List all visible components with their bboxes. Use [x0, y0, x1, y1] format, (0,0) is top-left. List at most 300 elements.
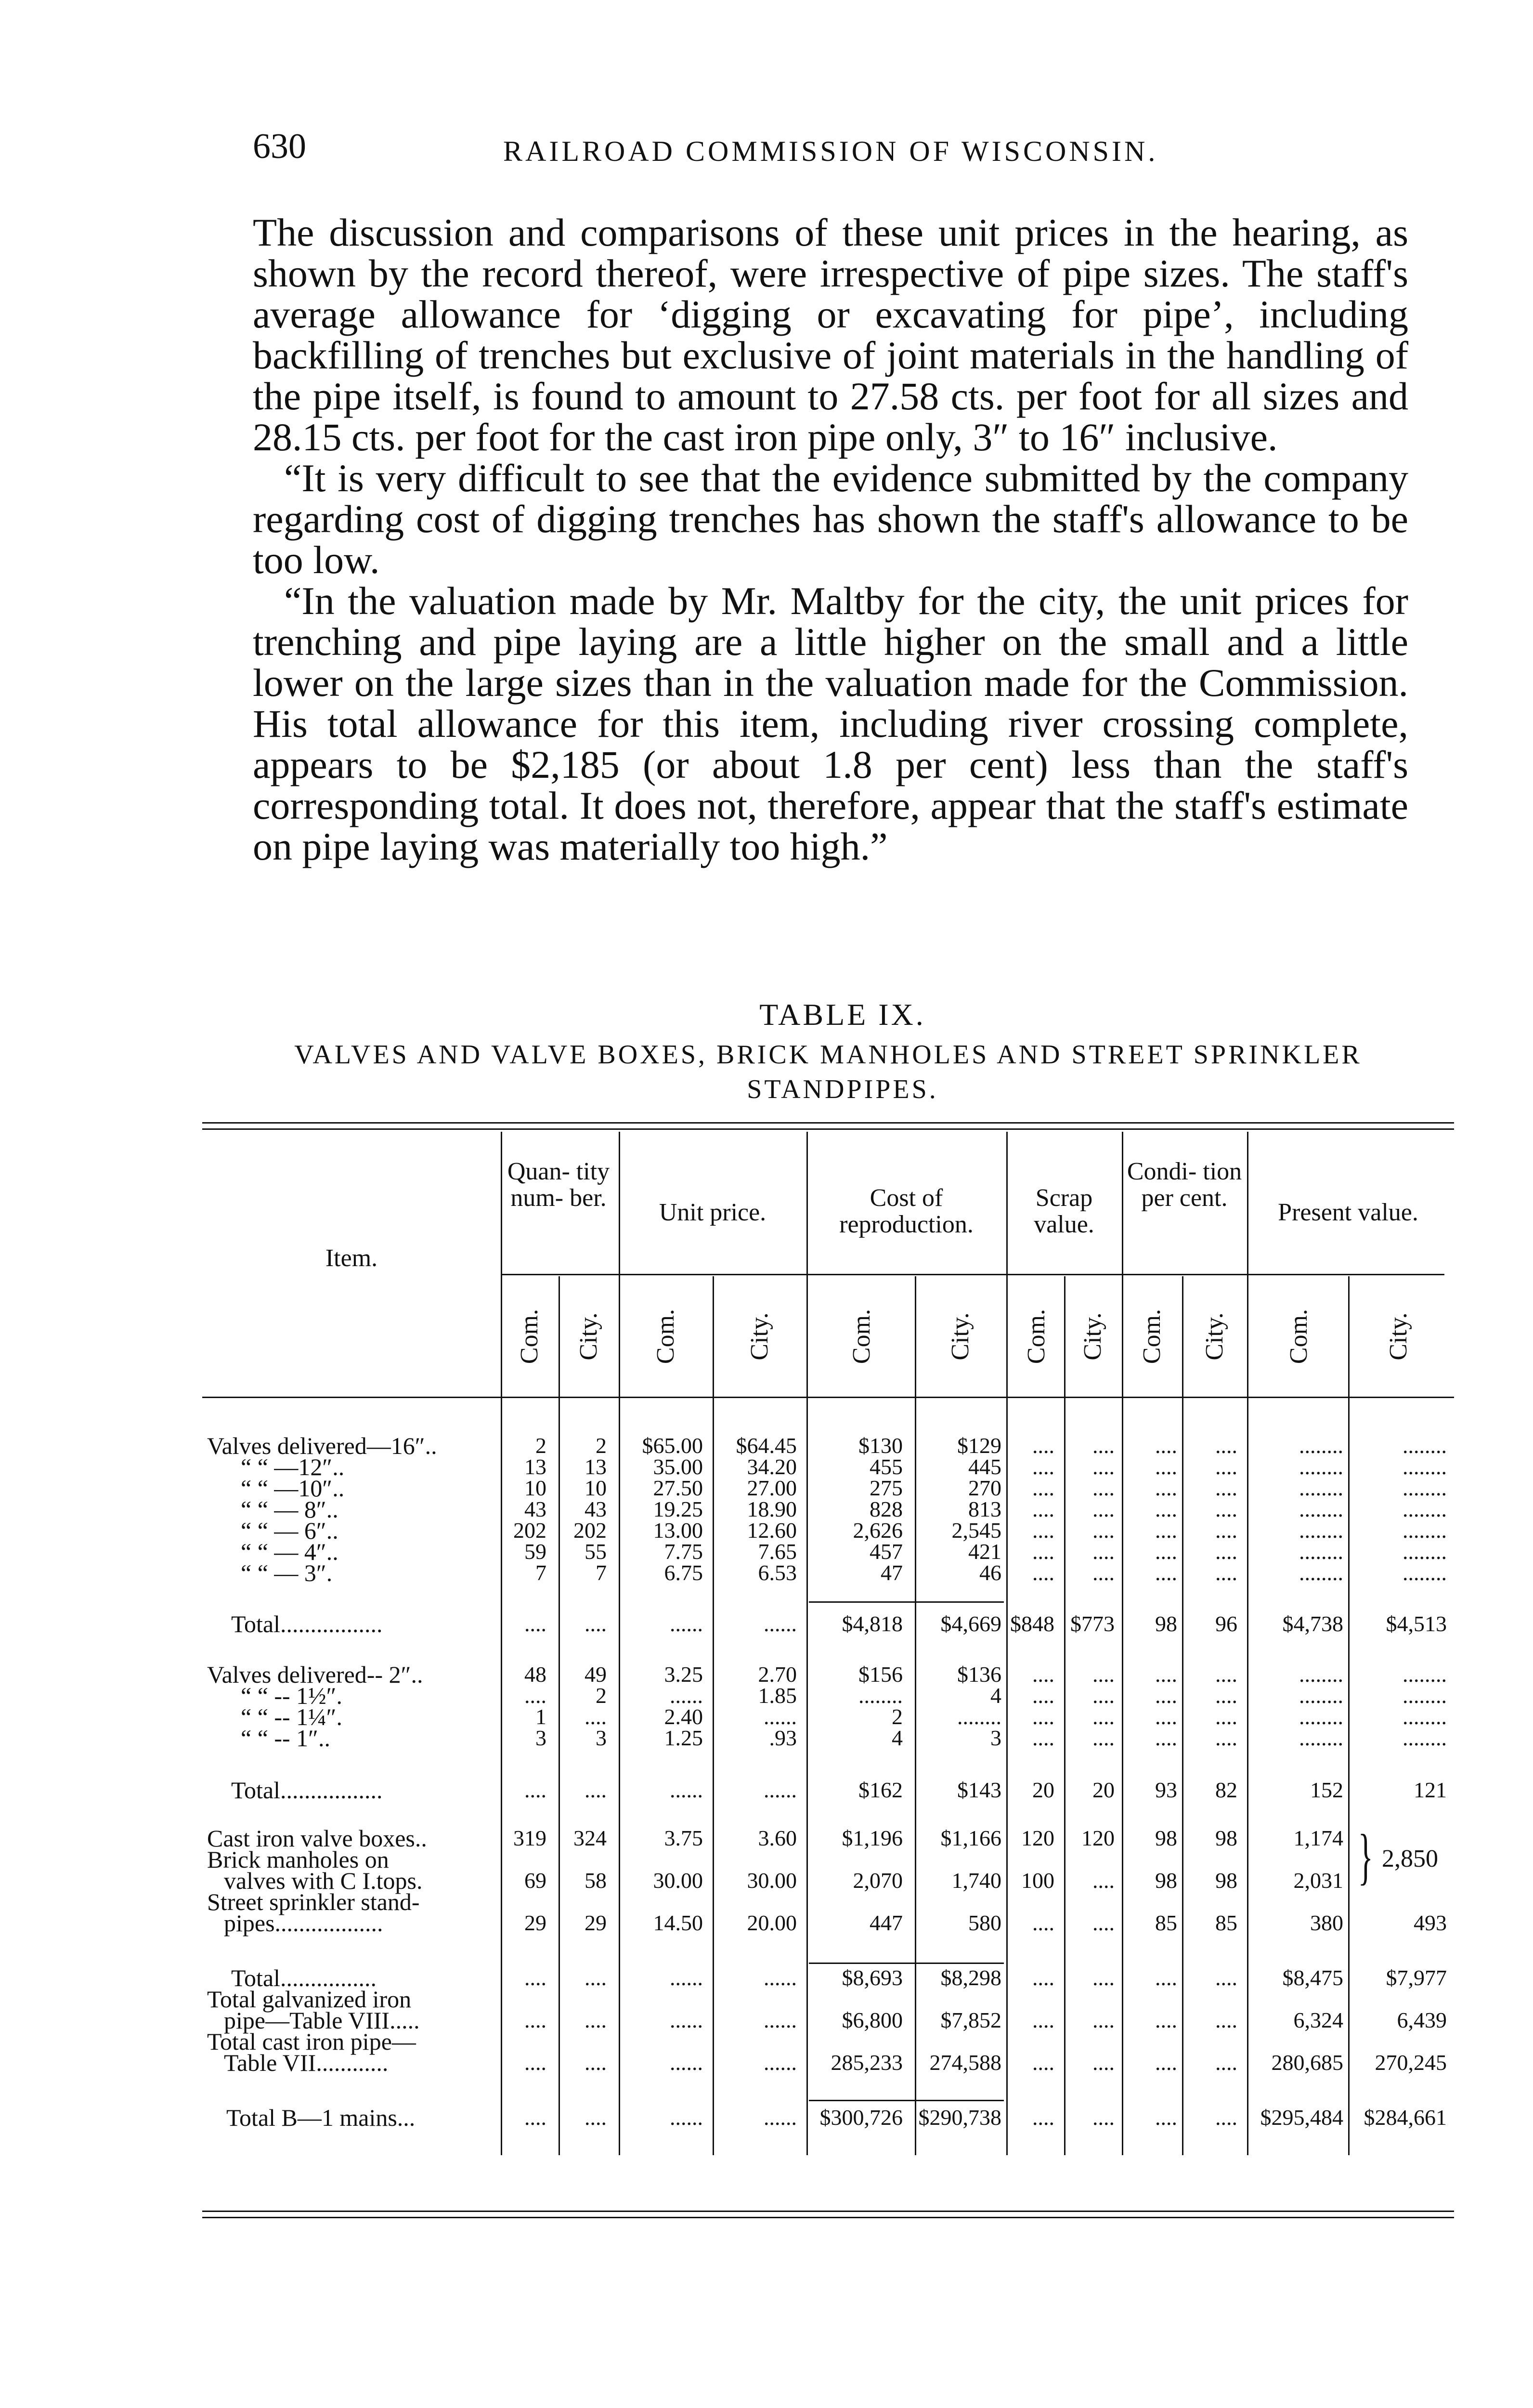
table-cell: .... — [585, 1704, 607, 1729]
row-label: “ “ — 8″.. — [241, 1496, 338, 1523]
subheader-city: City. — [1079, 1312, 1106, 1361]
header-condition: Condi- tion per cent. — [1127, 1158, 1242, 1212]
table-cell: .... — [1215, 1704, 1237, 1729]
table-cell: 2 — [596, 1433, 607, 1458]
table-cell: 47 — [881, 1560, 903, 1585]
table-cell: 46 — [979, 1560, 1001, 1585]
table-cell: .... — [1155, 1454, 1177, 1479]
table-cell: 19.25 — [653, 1497, 703, 1521]
table-cell: .... — [585, 1965, 607, 1990]
table-cell: 48 — [524, 1662, 546, 1687]
table-cell: ........ — [1403, 1726, 1447, 1750]
row-label: Total B—1 mains... — [226, 2104, 416, 2131]
table-cell: $129 — [957, 1433, 1001, 1458]
table-cell: ........ — [1403, 1454, 1447, 1479]
table-cell: 324 — [573, 1826, 607, 1850]
table-cell: .... — [1155, 1560, 1177, 1585]
table-cell: 580 — [968, 1911, 1001, 1935]
table-cell: ........ — [1299, 1683, 1343, 1708]
table-cell: .... — [1155, 1965, 1177, 1990]
table-cell: .... — [524, 2105, 546, 2130]
table-cell: 34.20 — [747, 1454, 797, 1479]
header-present: Present value. — [1278, 1199, 1418, 1226]
table-cell: 120 — [1021, 1826, 1054, 1850]
table-cell: ...... — [764, 1778, 797, 1802]
table-cell: 13.00 — [653, 1518, 703, 1543]
table-cell: 43 — [585, 1497, 607, 1521]
table-cell: ...... — [764, 1965, 797, 1990]
table-cell: .... — [1215, 1726, 1237, 1750]
table-cell: .... — [1155, 1683, 1177, 1708]
table-cell: $7,852 — [940, 2008, 1001, 2032]
column-rule — [1247, 1132, 1248, 2155]
subheader-com: Com. — [848, 1309, 875, 1364]
table-cell: .... — [1092, 1911, 1115, 1935]
header-unit-price: Unit price. — [659, 1199, 766, 1226]
table-cell: .... — [1032, 1683, 1054, 1708]
table-cell: 445 — [968, 1454, 1001, 1479]
table-cell: 828 — [870, 1497, 903, 1521]
table-cell: 98 — [1155, 1868, 1177, 1893]
table-cell: .... — [585, 2105, 607, 2130]
table-cell: ........ — [1403, 1518, 1447, 1543]
row-label: “ “ — 4″.. — [241, 1538, 338, 1565]
table-cell: 275 — [870, 1476, 903, 1500]
table-cell: 270,245 — [1375, 2050, 1447, 2075]
header-bottom-rule — [202, 1397, 1454, 1398]
header-cost: Cost of reproduction. — [839, 1184, 974, 1238]
column-rule — [806, 1132, 808, 2155]
table-cell: .... — [1215, 1433, 1237, 1458]
table-cell: 319 — [513, 1826, 546, 1850]
table-cell: $65.00 — [642, 1433, 703, 1458]
table-cell: ...... — [670, 1683, 703, 1708]
table-cell: 14.50 — [653, 1911, 703, 1935]
table-cell: 457 — [870, 1539, 903, 1564]
table-cell: 27.00 — [747, 1476, 797, 1500]
table-number: TABLE IX. — [759, 997, 926, 1032]
table-cell: .... — [1155, 1704, 1177, 1729]
table-cell: ...... — [764, 1611, 797, 1636]
subheader-city: City. — [1200, 1312, 1228, 1361]
table-cell: .... — [1032, 1911, 1054, 1935]
table-cell: 58 — [585, 1868, 607, 1893]
row-label: “ “ -- 1″.. — [241, 1725, 331, 1752]
table-cell: 20 — [1032, 1778, 1054, 1802]
header-scrap: Scrap value. — [1034, 1184, 1094, 1238]
table-cell: .... — [1215, 2050, 1237, 2075]
table-cell: .... — [1032, 1433, 1054, 1458]
table-cell: 202 — [513, 1518, 546, 1543]
table-cell: ...... — [670, 2008, 703, 2032]
row-label: “ “ -- 1¼″. — [241, 1703, 343, 1730]
table-cell: 59 — [524, 1539, 546, 1564]
table-cell: 29 — [524, 1911, 546, 1935]
page-header — [253, 126, 1447, 170]
table-cell: 1.25 — [664, 1726, 703, 1750]
table-cell: ........ — [1403, 1683, 1447, 1708]
table-cell: 274,588 — [929, 2050, 1001, 2075]
table-cell: .... — [1155, 1476, 1177, 1500]
table-cell: ...... — [670, 1965, 703, 1990]
table-cell: 100 — [1021, 1868, 1054, 1893]
table-cell: 18.90 — [747, 1497, 797, 1521]
table-cell: 4 — [990, 1683, 1001, 1708]
table-cell: 3.25 — [664, 1662, 703, 1687]
table-cell: ........ — [1299, 1662, 1343, 1687]
table-cell: 98 — [1155, 1826, 1177, 1850]
table-cell: .... — [1155, 2050, 1177, 2075]
row-label: Total................. — [231, 1777, 383, 1804]
table-cell: $8,475 — [1282, 1965, 1343, 1990]
table-cell: 12.60 — [747, 1518, 797, 1543]
table-cell: $1,166 — [940, 1826, 1001, 1850]
table-cell: .... — [585, 1611, 607, 1636]
table-cell: .... — [524, 1611, 546, 1636]
table-cell: 3 — [990, 1726, 1001, 1750]
table-cell: 35.00 — [653, 1454, 703, 1479]
column-rule — [619, 1132, 620, 2155]
table-cell: ........ — [1403, 1433, 1447, 1458]
table-cell: .... — [1092, 1497, 1115, 1521]
table-cell: 27.50 — [653, 1476, 703, 1500]
row-label: Total cast iron pipe— — [207, 2028, 416, 2055]
table-cell: 29 — [585, 1911, 607, 1935]
table-cell: .... — [1215, 1539, 1237, 1564]
table-cell: $290,738 — [918, 2105, 1001, 2130]
table-cell: 3.60 — [758, 1826, 797, 1850]
paragraph-2: “It is very difficult to see that the evidence submitted by the company regarding cost of digging trenches has shown the staff's allowance to be too low. — [253, 456, 1408, 582]
table-cell: .... — [1155, 1662, 1177, 1687]
table-cell: .... — [1215, 1683, 1237, 1708]
running-title: RAILROAD COMMISSION OF WISCONSIN. — [503, 135, 1158, 167]
row-label: Total................ — [231, 1964, 377, 1991]
table-cell: $848 — [1010, 1611, 1054, 1636]
table-cell: .... — [1155, 1433, 1177, 1458]
table-cell: 55 — [585, 1539, 607, 1564]
table-cell: 285,233 — [831, 2050, 903, 2075]
table-cell: 2 — [892, 1704, 903, 1729]
subheader-city: City. — [745, 1312, 773, 1361]
table-cell: .... — [1032, 1662, 1054, 1687]
table-cell: ........ — [1299, 1497, 1343, 1521]
table-cell: .... — [1215, 1560, 1237, 1585]
subheader-city: City. — [947, 1312, 974, 1361]
table-cell: .... — [1032, 1454, 1054, 1479]
table-cell: $300,726 — [819, 2105, 903, 2130]
table-cell: 85 — [1155, 1911, 1177, 1935]
column-rule — [501, 1132, 502, 2155]
subheader-city: City. — [1385, 1312, 1412, 1361]
table-cell: .... — [1032, 2050, 1054, 2075]
table-cell: .... — [1092, 1518, 1115, 1543]
table-cell: 85 — [1215, 1911, 1237, 1935]
table-cell: ........ — [1299, 1433, 1343, 1458]
column-rule — [1348, 1276, 1350, 2155]
table-cell: .... — [524, 1683, 546, 1708]
table-cell: .93 — [769, 1726, 797, 1750]
table-cell: $773 — [1070, 1611, 1115, 1636]
row-label: Street sprinkler stand- — [207, 1888, 420, 1915]
table-cell: ........ — [1403, 1497, 1447, 1521]
row-label: pipe—Table VIII..... — [224, 2007, 420, 2034]
table-cell: ........ — [1299, 1518, 1343, 1543]
row-label: “ “ —12″.. — [241, 1453, 345, 1480]
table-cell: ........ — [1403, 1704, 1447, 1729]
row-label: Table VII............ — [224, 2049, 389, 2076]
subheader-com: Com. — [651, 1309, 679, 1364]
table-cell: ...... — [670, 2050, 703, 2075]
table-cell: 69 — [524, 1868, 546, 1893]
body-text — [253, 212, 1408, 867]
table-cell: .... — [1092, 1539, 1115, 1564]
table-cell: 3 — [535, 1726, 546, 1750]
subheader-com: Com. — [516, 1309, 543, 1364]
table-cell: ........ — [1299, 1726, 1343, 1750]
table-cell: .... — [1092, 1965, 1115, 1990]
table-cell: .... — [1155, 1539, 1177, 1564]
subheader-com: Com. — [1285, 1309, 1312, 1364]
table-cell: ...... — [670, 1611, 703, 1636]
brace-value: 2,850 — [1382, 1845, 1438, 1872]
table-cell: 1 — [535, 1704, 546, 1729]
table-cell: 13 — [524, 1454, 546, 1479]
table-cell: .... — [1215, 1497, 1237, 1521]
table-cell: ...... — [764, 2105, 797, 2130]
table-cell: 2,031 — [1293, 1868, 1343, 1893]
table-cell: .... — [1092, 2050, 1115, 2075]
table-cell: ........ — [1299, 1539, 1343, 1564]
table-cell: .... — [1155, 2008, 1177, 2032]
table-cell: .... — [1032, 1497, 1054, 1521]
table-cell: 2,545 — [951, 1518, 1001, 1543]
table-cell: $7,977 — [1386, 1965, 1447, 1990]
table-cell: 6.75 — [664, 1560, 703, 1585]
column-rule — [1122, 1132, 1123, 2155]
subheader-com: Com. — [1022, 1309, 1050, 1364]
total-rule — [809, 2100, 1004, 2101]
row-label: “ “ — 6″.. — [241, 1517, 338, 1544]
table-cell: 13 — [585, 1454, 607, 1479]
header-subrule — [501, 1274, 1444, 1275]
table-cell: $162 — [858, 1778, 903, 1802]
table-cell: 20.00 — [747, 1911, 797, 1935]
table-cell: 202 — [573, 1518, 607, 1543]
table-cell: ........ — [1299, 1704, 1343, 1729]
total-rule — [809, 1963, 1004, 1964]
table-cell: .... — [524, 1965, 546, 1990]
table-cell: 2 — [596, 1683, 607, 1708]
table-cell: 7.65 — [758, 1539, 797, 1564]
table-cell: .... — [1092, 1662, 1115, 1687]
table-cell: 4 — [892, 1726, 903, 1750]
table-cell: $4,738 — [1282, 1611, 1343, 1636]
table-cell: .... — [1032, 1965, 1054, 1990]
table-cell: .... — [1215, 1454, 1237, 1479]
table-cell: $136 — [957, 1662, 1001, 1687]
table-cell: ........ — [1299, 1454, 1343, 1479]
table-cell: .... — [1092, 2008, 1115, 2032]
table-cell: 30.00 — [653, 1868, 703, 1893]
table-cell: 98 — [1215, 1826, 1237, 1850]
table-cell: 43 — [524, 1497, 546, 1521]
table-cell: 10 — [585, 1476, 607, 1500]
table-cell: 49 — [585, 1662, 607, 1687]
table-cell: 82 — [1215, 1778, 1237, 1802]
table-cell: ........ — [1403, 1560, 1447, 1585]
table-cell: 6.53 — [758, 1560, 797, 1585]
row-label: Total galvanized iron — [207, 1986, 412, 2013]
row-label: Valves delivered—16″.. — [207, 1432, 437, 1459]
table-title-line2: STANDPIPES. — [747, 1074, 938, 1104]
brace-mark: } — [1358, 1822, 1373, 1891]
table-cell: .... — [524, 2050, 546, 2075]
table-cell: ........ — [1403, 1662, 1447, 1687]
table-cell: 813 — [968, 1497, 1001, 1521]
table-cell: .... — [1215, 1965, 1237, 1990]
table-cell: $4,669 — [940, 1611, 1001, 1636]
table-cell: $6,800 — [842, 2008, 903, 2032]
table-cell: $64.45 — [736, 1433, 797, 1458]
table-cell: .... — [1032, 1518, 1054, 1543]
table-cell: $8,298 — [940, 1965, 1001, 1990]
table-cell: $8,693 — [842, 1965, 903, 1990]
row-label: Cast iron valve boxes.. — [207, 1825, 427, 1852]
table-bottom-rule — [202, 2211, 1454, 2218]
table-cell: 152 — [1310, 1778, 1343, 1802]
table-cell: 447 — [870, 1911, 903, 1935]
table-cell: .... — [1032, 1560, 1054, 1585]
table-cell: 20 — [1092, 1778, 1115, 1802]
table-cell: ...... — [764, 2050, 797, 2075]
row-label: Brick manholes on — [207, 1846, 389, 1873]
table-cell: .... — [1092, 1454, 1115, 1479]
table-cell: $4,818 — [842, 1611, 903, 1636]
paragraph-3: “In the valuation made by Mr. Maltby for the city, the unit prices for trenching and pipe laying are a little higher on the small and a little lower on the large sizes than in the valuation made for the Commission. His total allowance for this item, including river crossing complete, appears to be $2,185 (or about 1.8 per cent) less than the staff's corresponding total. It does not, therefore, appear that the staff's estimate on pipe laying was materially too high.” — [253, 579, 1408, 868]
table-top-rule — [202, 1122, 1454, 1130]
table-cell: ...... — [764, 2008, 797, 2032]
row-label: “ “ — 3″. — [241, 1559, 333, 1586]
table-cell: 7 — [535, 1560, 546, 1585]
table-cell: .... — [524, 2008, 546, 2032]
header-quantity: Quan- tity num- ber. — [507, 1158, 610, 1212]
table-cell: .... — [1215, 2008, 1237, 2032]
table-cell: 6,439 — [1397, 2008, 1447, 2032]
table-cell: $295,484 — [1260, 2105, 1343, 2130]
table-cell: ...... — [670, 1778, 703, 1802]
table-cell: 3.75 — [664, 1826, 703, 1850]
table-cell: 270 — [968, 1476, 1001, 1500]
table-cell: .... — [1092, 2105, 1115, 2130]
subheader-city: City. — [574, 1312, 602, 1361]
table-cell: 1,740 — [951, 1868, 1001, 1893]
table-cell: .... — [1032, 1476, 1054, 1500]
paragraph-1: The discussion and comparisons of these unit prices in the hearing, as shown by the record thereof, were irrespective of pipe sizes. The staff's average allowance for ‘digging or excavating for pipe’, including backfilling of trenches but exclusive of joint materials in the handling of the pipe itself, is found to amount to 27.58 cts. per foot for all sizes and 28.15 cts. per foot for the cast iron pipe only, 3″ to 16″ inclusive. — [253, 210, 1408, 459]
table-cell: $156 — [858, 1662, 903, 1687]
table-cell: 421 — [968, 1539, 1001, 1564]
table-cell: ........ — [858, 1683, 903, 1708]
total-rule — [809, 1601, 1004, 1603]
row-label: “ “ -- 1½″. — [241, 1682, 343, 1709]
table-cell: 2.70 — [758, 1662, 797, 1687]
table-cell: 6,324 — [1293, 2008, 1343, 2032]
table-title-line1: VALVES AND VALVE BOXES, BRICK MANHOLES AND STREET SPRINKLER — [294, 1040, 1362, 1070]
table-cell: 7 — [596, 1560, 607, 1585]
table-cell: 10 — [524, 1476, 546, 1500]
table-cell: ...... — [670, 2105, 703, 2130]
table-cell: .... — [1155, 1518, 1177, 1543]
table-cell: 2,626 — [853, 1518, 903, 1543]
table-cell: .... — [1032, 1704, 1054, 1729]
table-cell: .... — [524, 1778, 546, 1802]
row-label: Valves delivered-- 2″.. — [207, 1661, 423, 1688]
table-cell: .... — [1215, 1476, 1237, 1500]
header-item: Item. — [325, 1244, 378, 1272]
table-cell: 2,070 — [853, 1868, 903, 1893]
table-cell: ...... — [764, 1704, 797, 1729]
row-label: pipes.................. — [224, 1910, 383, 1937]
table-cell: .... — [1092, 1726, 1115, 1750]
table-cell: .... — [1155, 1497, 1177, 1521]
table-cell: .... — [1092, 1560, 1115, 1585]
table-cell: 98 — [1155, 1611, 1177, 1636]
column-rule — [1006, 1132, 1008, 2155]
table-cell: $130 — [858, 1433, 903, 1458]
table-cell: .... — [1092, 1433, 1115, 1458]
table-cell: 1.85 — [758, 1683, 797, 1708]
table-cell: .... — [585, 2050, 607, 2075]
table-cell: .... — [1032, 2008, 1054, 2032]
table-cell: ........ — [1403, 1539, 1447, 1564]
table-cell: .... — [585, 1778, 607, 1802]
table-cell: 3 — [596, 1726, 607, 1750]
table-cell: $4,513 — [1386, 1611, 1447, 1636]
table-cell: 7.75 — [664, 1539, 703, 1564]
table-cell: 93 — [1155, 1778, 1177, 1802]
table-cell: .... — [1092, 1868, 1115, 1893]
table-cell: $1,196 — [842, 1826, 903, 1850]
row-label: “ “ —10″.. — [241, 1475, 345, 1502]
table-cell: .... — [1092, 1704, 1115, 1729]
table-cell: ........ — [1299, 1476, 1343, 1500]
subheader-com: Com. — [1138, 1309, 1166, 1364]
table-cell: 98 — [1215, 1868, 1237, 1893]
table-cell: .... — [1092, 1476, 1115, 1500]
table-cell: 493 — [1414, 1911, 1447, 1935]
row-label: valves with C I.tops. — [224, 1867, 423, 1894]
table-cell: ........ — [1299, 1560, 1343, 1585]
table-cell: .... — [1215, 2105, 1237, 2130]
table-cell: .... — [1032, 2105, 1054, 2130]
table-cell: 2 — [535, 1433, 546, 1458]
table-cell: .... — [1215, 1662, 1237, 1687]
page-number: 630 — [253, 127, 306, 166]
table-cell: 96 — [1215, 1611, 1237, 1636]
table-cell: .... — [585, 2008, 607, 2032]
table-cell: .... — [1092, 1683, 1115, 1708]
table-cell: 280,685 — [1271, 2050, 1343, 2075]
table-cell: 455 — [870, 1454, 903, 1479]
table-cell: .... — [1215, 1518, 1237, 1543]
row-label: Total................. — [231, 1610, 383, 1637]
table-cell: .... — [1155, 1726, 1177, 1750]
table-cell: 30.00 — [747, 1868, 797, 1893]
table-cell: $284,661 — [1364, 2105, 1447, 2130]
table-cell: .... — [1032, 1726, 1054, 1750]
table-cell: 380 — [1310, 1911, 1343, 1935]
table-cell: 121 — [1414, 1778, 1447, 1802]
table-cell: .... — [1155, 2105, 1177, 2130]
